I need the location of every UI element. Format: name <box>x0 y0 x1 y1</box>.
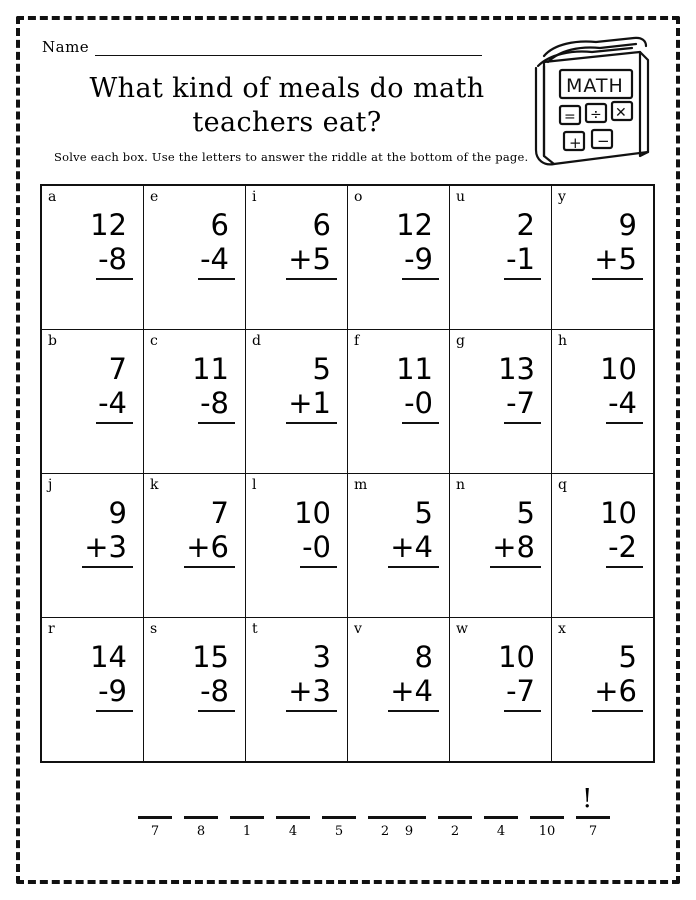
problem-expression <box>552 352 643 424</box>
cell-letter: f <box>354 333 360 349</box>
name-row <box>42 38 482 56</box>
operand-top: 10 <box>294 496 331 530</box>
svg-text:−: − <box>597 132 610 150</box>
operand-bottom: -4 <box>198 242 235 280</box>
problem-cell-w[interactable] <box>450 618 552 763</box>
operand-top: 6 <box>312 208 331 242</box>
problem-expression <box>42 640 133 712</box>
operand-bottom: -2 <box>606 530 643 568</box>
answer-blank[interactable] <box>484 798 518 839</box>
operand-bottom: +8 <box>490 530 541 568</box>
table-row <box>41 618 654 763</box>
operand-bottom: -8 <box>198 674 235 712</box>
problem-expression <box>42 208 133 280</box>
blank-line[interactable] <box>230 798 264 819</box>
problem-cell-y[interactable] <box>552 185 655 330</box>
problem-expression <box>42 496 133 568</box>
cell-letter: g <box>456 333 465 349</box>
blank-line[interactable] <box>322 798 356 819</box>
problem-cell-x[interactable] <box>552 618 655 763</box>
cell-letter: t <box>252 621 258 637</box>
operand-top: 6 <box>210 208 229 242</box>
problem-cell-h[interactable] <box>552 330 655 474</box>
cell-letter: u <box>456 189 466 205</box>
problem-expression <box>450 208 541 280</box>
title-line-2: teachers eat? <box>192 107 382 138</box>
cell-letter: b <box>48 333 57 349</box>
problem-cell-m[interactable] <box>348 474 450 618</box>
operand-bottom: -9 <box>96 674 133 712</box>
answer-blank[interactable] <box>138 798 172 839</box>
operand-top: 9 <box>108 496 127 530</box>
operand-bottom: +6 <box>184 530 235 568</box>
problem-expression <box>450 352 541 424</box>
problem-expression <box>552 208 643 280</box>
cell-letter: l <box>252 477 257 493</box>
cell-letter: a <box>48 189 57 205</box>
problem-expression <box>246 352 337 424</box>
operand-bottom: -9 <box>402 242 439 280</box>
problem-cell-e[interactable] <box>144 185 246 330</box>
operand-bottom: +4 <box>388 530 439 568</box>
problem-expression <box>144 352 235 424</box>
answer-blank[interactable] <box>392 798 426 839</box>
problem-expression <box>246 208 337 280</box>
problem-cell-f[interactable] <box>348 330 450 474</box>
table-row <box>41 474 654 618</box>
problem-cell-l[interactable] <box>246 474 348 618</box>
blank-number: 7 <box>588 824 598 839</box>
operand-top: 10 <box>600 352 637 386</box>
operand-bottom: -1 <box>504 242 541 280</box>
operand-bottom: -8 <box>96 242 133 280</box>
cell-letter: m <box>354 477 368 493</box>
cell-letter: h <box>558 333 568 349</box>
operand-top: 5 <box>312 352 331 386</box>
problem-expression <box>348 352 439 424</box>
blank-number: 4 <box>496 824 506 839</box>
svg-text:+: + <box>569 134 582 152</box>
operand-top: 12 <box>396 208 433 242</box>
operand-bottom: -4 <box>606 386 643 424</box>
book-icon <box>514 32 660 184</box>
blank-line[interactable] <box>438 798 472 819</box>
operand-bottom: +6 <box>592 674 643 712</box>
cell-letter: s <box>150 621 158 637</box>
problem-cell-o[interactable] <box>348 185 450 330</box>
operand-bottom: -4 <box>96 386 133 424</box>
blank-line[interactable] <box>484 798 518 819</box>
problem-cell-t[interactable] <box>246 618 348 763</box>
cell-letter: i <box>252 189 257 205</box>
cell-letter: v <box>354 621 362 637</box>
operand-top: 5 <box>618 640 637 674</box>
book-title-text: MATH <box>566 75 624 97</box>
problem-expression <box>246 496 337 568</box>
svg-text:✕: ✕ <box>615 105 627 121</box>
title-line-1: What kind of meals do math <box>89 73 485 104</box>
instructions-text: Solve each box. Use the letters to answer the riddle at the bottom of the page. <box>54 150 529 164</box>
operand-bottom: -0 <box>402 386 439 424</box>
blank-number: 1 <box>242 824 252 839</box>
name-label: Name <box>42 38 90 56</box>
operand-top: 10 <box>600 496 637 530</box>
problem-cell-i[interactable] <box>246 185 348 330</box>
blank-number: 8 <box>196 824 206 839</box>
blank-number: 5 <box>334 824 344 839</box>
operand-top: 5 <box>516 496 535 530</box>
answer-blank[interactable] <box>438 798 472 839</box>
operand-top: 7 <box>108 352 127 386</box>
problem-cell-k[interactable] <box>144 474 246 618</box>
cell-letter: e <box>150 189 159 205</box>
operand-top: 11 <box>396 352 433 386</box>
operand-bottom: +4 <box>388 674 439 712</box>
cell-letter: k <box>150 477 159 493</box>
blank-line[interactable] <box>276 798 310 819</box>
operand-top: 13 <box>498 352 535 386</box>
blank-line[interactable] <box>138 798 172 819</box>
worksheet-content <box>34 34 662 866</box>
problem-expression <box>42 352 133 424</box>
blank-number: 4 <box>288 824 298 839</box>
operand-top: 2 <box>516 208 535 242</box>
problem-cell-g[interactable] <box>450 330 552 474</box>
answer-blank[interactable] <box>230 798 264 839</box>
problem-cell-n[interactable] <box>450 474 552 618</box>
problem-grid <box>40 184 655 763</box>
operand-top: 15 <box>192 640 229 674</box>
problem-cell-r[interactable] <box>41 618 144 763</box>
cell-letter: y <box>558 189 566 205</box>
problem-expression <box>348 496 439 568</box>
math-book-illustration <box>514 32 660 184</box>
operand-bottom: -0 <box>300 530 337 568</box>
operand-top: 11 <box>192 352 229 386</box>
cell-letter: j <box>48 477 53 493</box>
operand-bottom: +3 <box>82 530 133 568</box>
svg-text:=: = <box>564 109 576 125</box>
operand-top: 8 <box>414 640 433 674</box>
cell-letter: q <box>558 477 567 493</box>
problem-cell-j[interactable] <box>41 474 144 618</box>
operand-top: 7 <box>210 496 229 530</box>
problem-cell-s[interactable] <box>144 618 246 763</box>
problem-expression <box>552 496 643 568</box>
problem-cell-c[interactable] <box>144 330 246 474</box>
problem-expression <box>246 640 337 712</box>
operand-bottom: -8 <box>198 386 235 424</box>
blank-number: 9 <box>404 824 414 839</box>
blank-number: 10 <box>538 824 556 839</box>
problem-cell-a[interactable] <box>41 185 144 330</box>
operand-bottom: -7 <box>504 674 541 712</box>
problem-cell-q[interactable] <box>552 474 655 618</box>
operand-top: 14 <box>90 640 127 674</box>
blank-number: 2 <box>450 824 460 839</box>
problem-cell-d[interactable] <box>246 330 348 474</box>
problem-expression <box>348 208 439 280</box>
cell-letter: x <box>558 621 566 637</box>
riddle-answer-area <box>34 778 662 858</box>
operand-bottom: +5 <box>592 242 643 280</box>
operand-top: 5 <box>414 496 433 530</box>
problem-expression <box>552 640 643 712</box>
problem-expression <box>144 496 235 568</box>
problem-expression <box>450 640 541 712</box>
table-row <box>41 330 654 474</box>
answer-blank[interactable] <box>276 798 310 839</box>
exclamation-mark: ! <box>582 784 593 814</box>
operand-bottom: +3 <box>286 674 337 712</box>
operand-top: 10 <box>498 640 535 674</box>
blank-line[interactable] <box>530 798 564 819</box>
operand-bottom: -7 <box>504 386 541 424</box>
cell-letter: r <box>48 621 55 637</box>
cell-letter: w <box>456 621 468 637</box>
operand-bottom: +5 <box>286 242 337 280</box>
problem-cell-v[interactable] <box>348 618 450 763</box>
page-title <box>52 72 522 140</box>
cell-letter: d <box>252 333 261 349</box>
cell-letter: o <box>354 189 363 205</box>
problem-expression <box>348 640 439 712</box>
operand-top: 9 <box>618 208 637 242</box>
operand-top: 3 <box>312 640 331 674</box>
cell-letter: c <box>150 333 158 349</box>
problem-expression <box>144 208 235 280</box>
operand-top: 12 <box>90 208 127 242</box>
cell-letter: n <box>456 477 466 493</box>
blank-line[interactable] <box>392 798 426 819</box>
problem-expression <box>144 640 235 712</box>
blank-line[interactable] <box>184 798 218 819</box>
blank-number: 7 <box>150 824 160 839</box>
problem-cell-u[interactable] <box>450 185 552 330</box>
svg-text:÷: ÷ <box>590 107 602 123</box>
answer-word-1 <box>138 798 414 839</box>
blank-number: 2 <box>380 824 390 839</box>
problem-cell-b[interactable] <box>41 330 144 474</box>
name-input-line[interactable] <box>95 41 482 56</box>
operand-bottom: +1 <box>286 386 337 424</box>
problem-expression <box>450 496 541 568</box>
answer-blank[interactable] <box>530 798 564 839</box>
answer-blank[interactable] <box>184 798 218 839</box>
answer-blank[interactable] <box>322 798 356 839</box>
table-row <box>41 185 654 330</box>
